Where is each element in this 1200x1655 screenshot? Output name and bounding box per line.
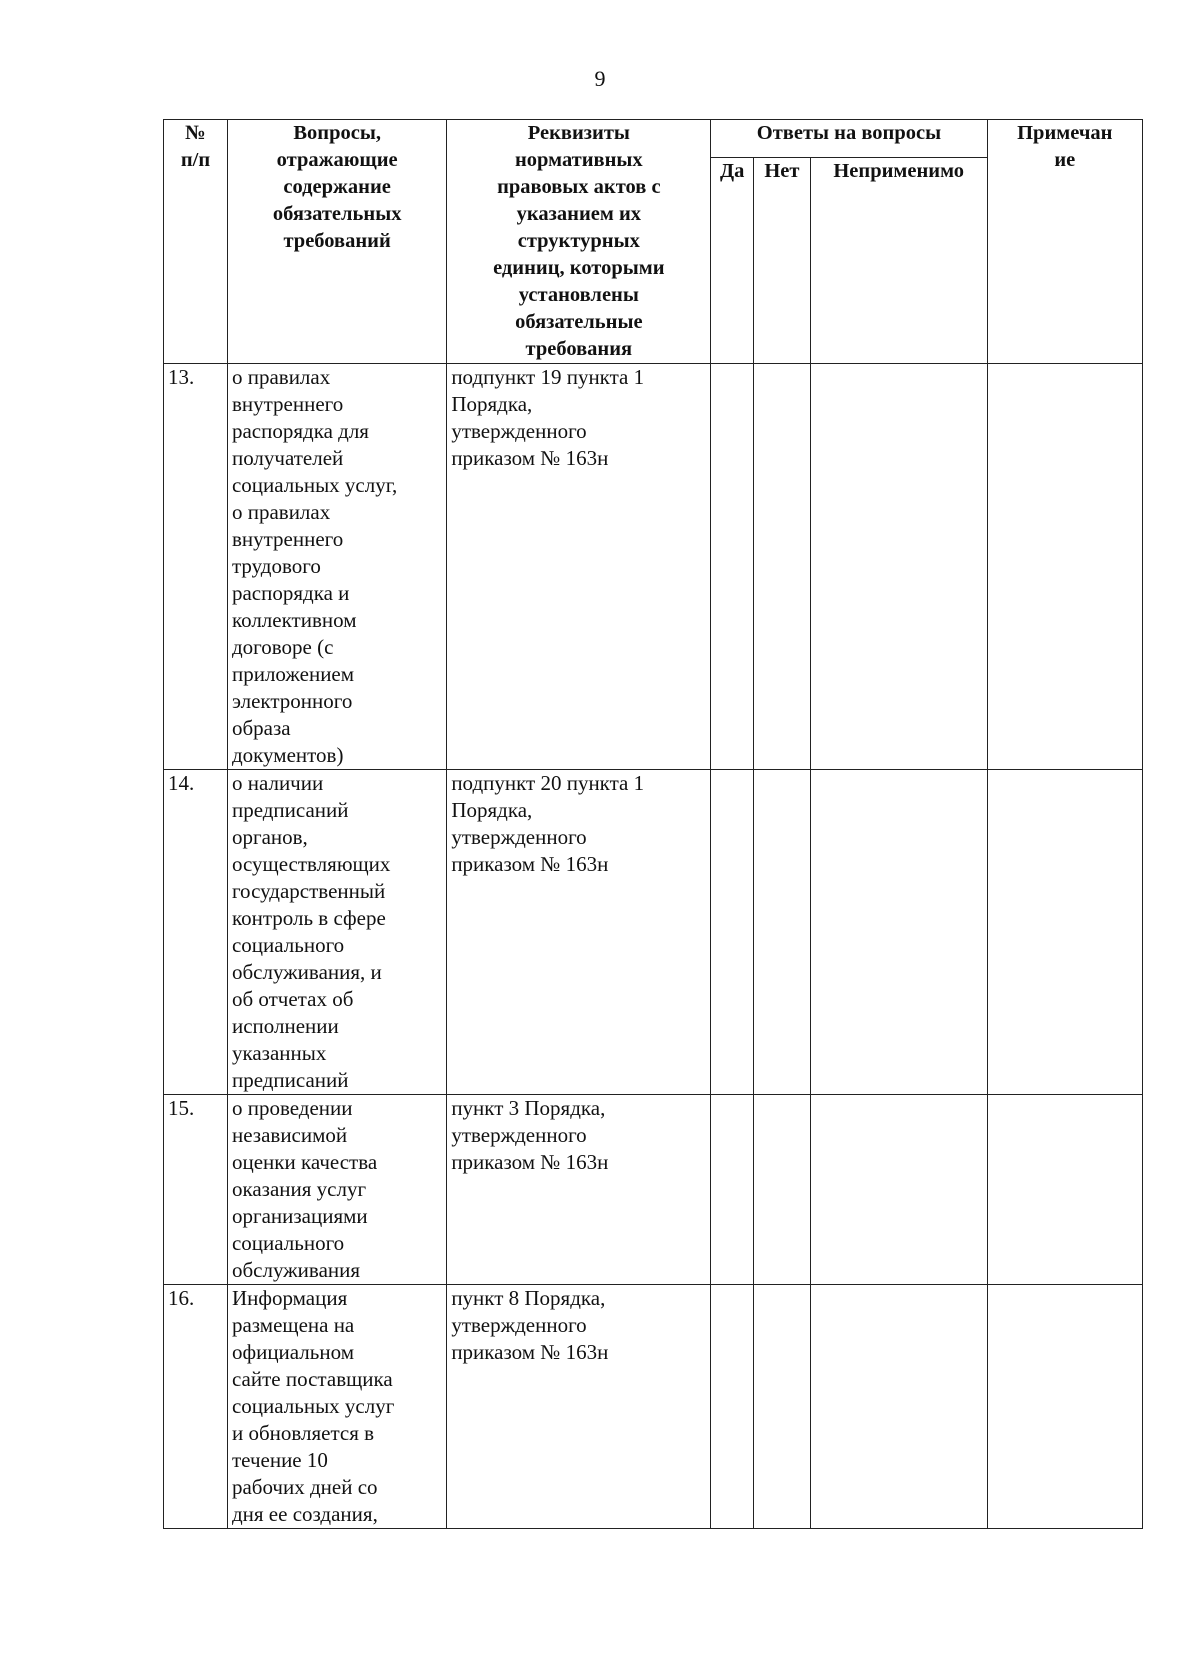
header-no: Нет	[753, 157, 810, 363]
requisite-cell: подпункт 20 пункта 1 Порядка, утвержденного приказом № 163н	[447, 770, 711, 1095]
header-note: Примечан ие	[987, 120, 1142, 364]
answer-not-applicable-cell[interactable]	[810, 1095, 987, 1285]
question-cell: о правилах внутреннего распорядка для получателей социальных услуг, о правилах внутреннего трудового распорядка и коллективном договоре (с приложением электронного образа документов)	[227, 364, 446, 770]
answer-no-cell[interactable]	[753, 364, 810, 770]
requisite-cell: подпункт 19 пункта 1 Порядка, утвержденного приказом № 163н	[447, 364, 711, 770]
row-number: 16.	[164, 1285, 228, 1529]
question-cell: о проведении независимой оценки качества оказания услуг организациями социального обслуживания	[227, 1095, 446, 1285]
row-number: 15.	[164, 1095, 228, 1285]
checklist-table	[163, 119, 1143, 1529]
header-requisites: Реквизиты нормативных правовых актов с указанием их структурных единиц, которыми установлены обязательные требования	[447, 120, 711, 364]
header-answers: Ответы на вопросы	[711, 120, 987, 158]
header-questions: Вопросы, отражающие содержание обязательных требований	[227, 120, 446, 364]
question-cell: о наличии предписаний органов, осуществляющих государственный контроль в сфере социального обслуживания, и об отчетах об исполнении указанных предписаний	[227, 770, 446, 1095]
header-number: № п/п	[164, 120, 228, 364]
answer-yes-cell[interactable]	[711, 1095, 754, 1285]
table-row	[164, 1285, 1143, 1529]
table-row	[164, 364, 1143, 770]
answer-not-applicable-cell[interactable]	[810, 364, 987, 770]
note-cell[interactable]	[987, 1285, 1142, 1529]
answer-no-cell[interactable]	[753, 1285, 810, 1529]
requisite-cell: пункт 3 Порядка, утвержденного приказом № 163н	[447, 1095, 711, 1285]
row-number: 13.	[164, 364, 228, 770]
answer-yes-cell[interactable]	[711, 364, 754, 770]
answer-not-applicable-cell[interactable]	[810, 770, 987, 1095]
answer-no-cell[interactable]	[753, 1095, 810, 1285]
requisite-cell: пункт 8 Порядка, утвержденного приказом № 163н	[447, 1285, 711, 1529]
table-row	[164, 1095, 1143, 1285]
note-cell[interactable]	[987, 364, 1142, 770]
answer-not-applicable-cell[interactable]	[810, 1285, 987, 1529]
table-row	[164, 770, 1143, 1095]
header-not-applicable: Неприменимо	[810, 157, 987, 363]
answer-yes-cell[interactable]	[711, 770, 754, 1095]
note-cell[interactable]	[987, 770, 1142, 1095]
page-number: 9	[594, 66, 606, 91]
question-cell: Информация размещена на официальном сайте поставщика социальных услуг и обновляется в течение 10 рабочих дней со дня ее создания,	[227, 1285, 446, 1529]
answer-yes-cell[interactable]	[711, 1285, 754, 1529]
answer-no-cell[interactable]	[753, 770, 810, 1095]
row-number: 14.	[164, 770, 228, 1095]
header-yes: Да	[711, 157, 754, 363]
note-cell[interactable]	[987, 1095, 1142, 1285]
